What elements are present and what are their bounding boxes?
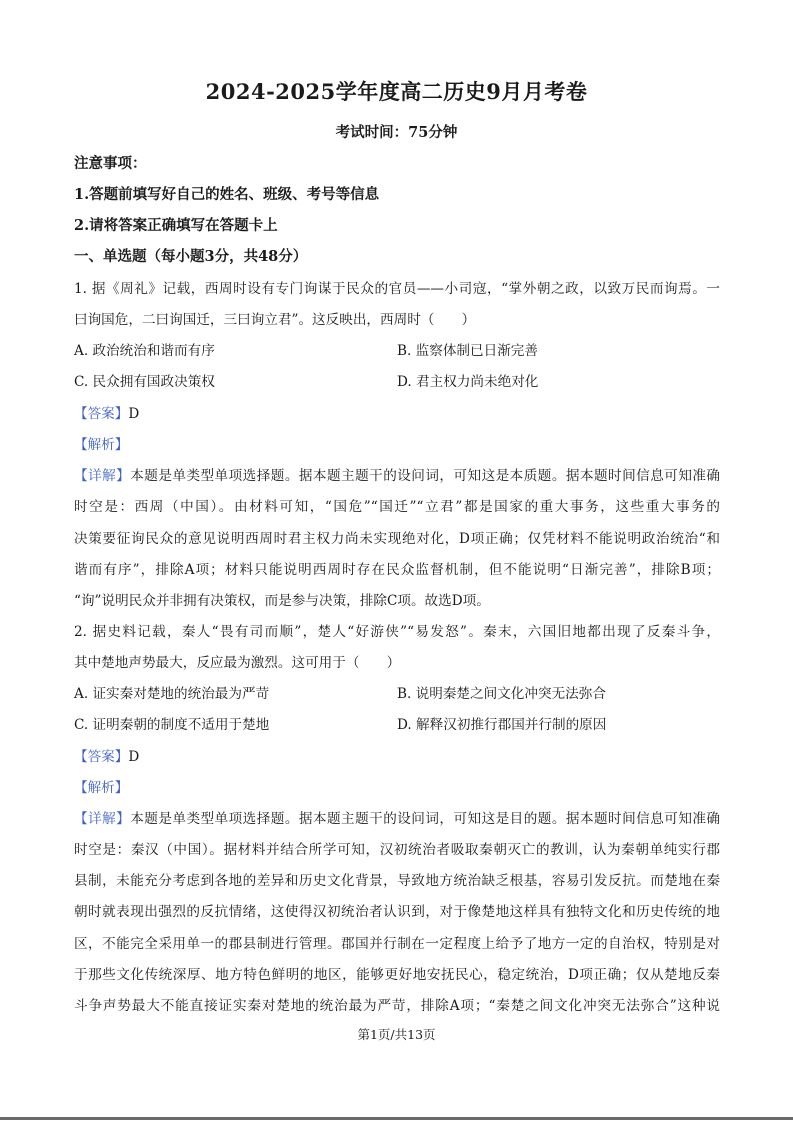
- q1-option-d: D. 君主权力尚未绝对化: [397, 374, 539, 390]
- q2-option-a: A. 证实秦对楚地的统治最为严苛: [74, 686, 270, 702]
- q2-detail-line-5: 区，不能完全采用单一的郡县制进行管理。郡国并行制在一定程度上给予了地方一定的自治权，特别是对: [74, 936, 720, 952]
- notice-item-1: 1.答题前填写好自己的姓名、班级、考号等信息: [74, 186, 380, 203]
- q2-detail-line-6: 于那些文化传统深厚、地方特色鲜明的地区，能够更好地安抚民心，稳定统治，D项正确；仅从楚地反秦: [74, 967, 720, 983]
- q1-detail-line-1: 【详解】本题是单类型单项选择题。据本题主题干的设问词，可知这是本质题。据本题时间信息可知准确: [74, 468, 720, 484]
- exam-title: 2024-2025学年度高二历史9月月考卷: [205, 79, 588, 104]
- q1-detail-line-5: “询”说明民众并非拥有决策权，而是参与决策，排除C项。故选D项。: [74, 593, 490, 609]
- analysis-label: 解析: [87, 780, 115, 796]
- q2-detail-line-3: 县制，未能充分考虑到各地的差异和历史文化背景，导致地方统治缺乏根基，容易引发反抗。而楚地在秦: [74, 873, 720, 889]
- bottom-divider: [0, 1117, 793, 1120]
- answer-label: 答案: [87, 749, 115, 765]
- q1-option-b: B. 监察体制已日渐完善: [397, 343, 538, 359]
- q2-detail-line-7: 斗争声势最大不能直接证实秦对楚地的统治最为严苛，排除A项；“秦楚之间文化冲突无法弥合”这种说: [74, 998, 720, 1014]
- q2-detail-line-4: 朝时就表现出强烈的反抗情绪，这使得汉初统治者认识到，对于像楚地这样具有独特文化和历史传统的地: [74, 904, 720, 920]
- q1-answer-value: D: [128, 406, 140, 422]
- page-number: 第1页/共13页: [357, 1027, 436, 1042]
- answer-label: 答案: [87, 406, 115, 422]
- detail-label: 详解: [88, 468, 117, 484]
- q2-stem-line-2: 其中楚地声势最大，反应最为激烈。这可用于（ ）: [74, 655, 401, 671]
- q1-answer: 【答案】D: [74, 406, 140, 422]
- analysis-label: 解析: [87, 437, 115, 453]
- detail-label: 详解: [88, 811, 117, 827]
- q2-stem-line-1: 2. 据史料记载，秦人“畏有司而顺”，楚人“好游侠”“易发怒”。秦末，六国旧地都出现了反秦斗争，: [74, 624, 720, 640]
- q1-detail-line-3: 决策要征询民众的意见说明西周时君主权力尚未实现绝对化，D项正确；仅凭材料不能说明政治统治“和: [74, 531, 720, 547]
- q2-analysis: 【解析】: [74, 780, 129, 796]
- section-heading: 一、单选题（每小题3分，共48分）: [74, 248, 308, 265]
- notice-item-2: 2.请将答案正确填写在答题卡上: [74, 217, 278, 234]
- q1-option-a: A. 政治统治和谐而有序: [74, 343, 215, 359]
- q2-detail-line-1: 【详解】本题是单类型单项选择题。据本题主题干的设问词，可知这是目的题。据本题时间信息可知准确: [74, 811, 720, 827]
- q1-analysis: 【解析】: [74, 437, 129, 453]
- q2-answer: 【答案】D: [74, 749, 140, 765]
- exam-duration: 考试时间：75分钟: [335, 124, 458, 141]
- q2-option-c: C. 证明秦朝的制度不适用于楚地: [74, 717, 270, 733]
- q2-detail-line-2: 时空是：秦汉（中国）。据材料并结合所学可知，汉初统治者吸取秦朝灭亡的教训，认为秦朝单纯实行郡: [74, 842, 720, 858]
- q1-stem-line-2: 曰询国危，二曰询国迁，三曰询立君”。这反映出，西周时（ ）: [74, 312, 476, 328]
- q2-option-b: B. 说明秦楚之间文化冲突无法弥合: [397, 686, 606, 702]
- q2-option-d: D. 解释汉初推行郡国并行制的原因: [397, 717, 607, 733]
- q1-detail-line-2: 时空是：西周（中国）。由材料可知，“国危”“国迁”“立君”都是国家的重大事务，这些重大事务的: [74, 499, 720, 515]
- q1-detail-line-4: 谐而有序”，排除A项；材料只能说明西周时存在民众监督机制，但不能说明“日渐完善”，排除B项；: [74, 562, 720, 578]
- q2-answer-value: D: [128, 749, 140, 765]
- notice-heading: 注意事项：: [74, 155, 147, 172]
- q1-stem-line-1: 1. 据《周礼》记载，西周时设有专门询谋于民众的官员——小司寇，“掌外朝之政，以致万民而询焉。一: [74, 281, 720, 297]
- q1-option-c: C. 民众拥有国政决策权: [74, 374, 215, 390]
